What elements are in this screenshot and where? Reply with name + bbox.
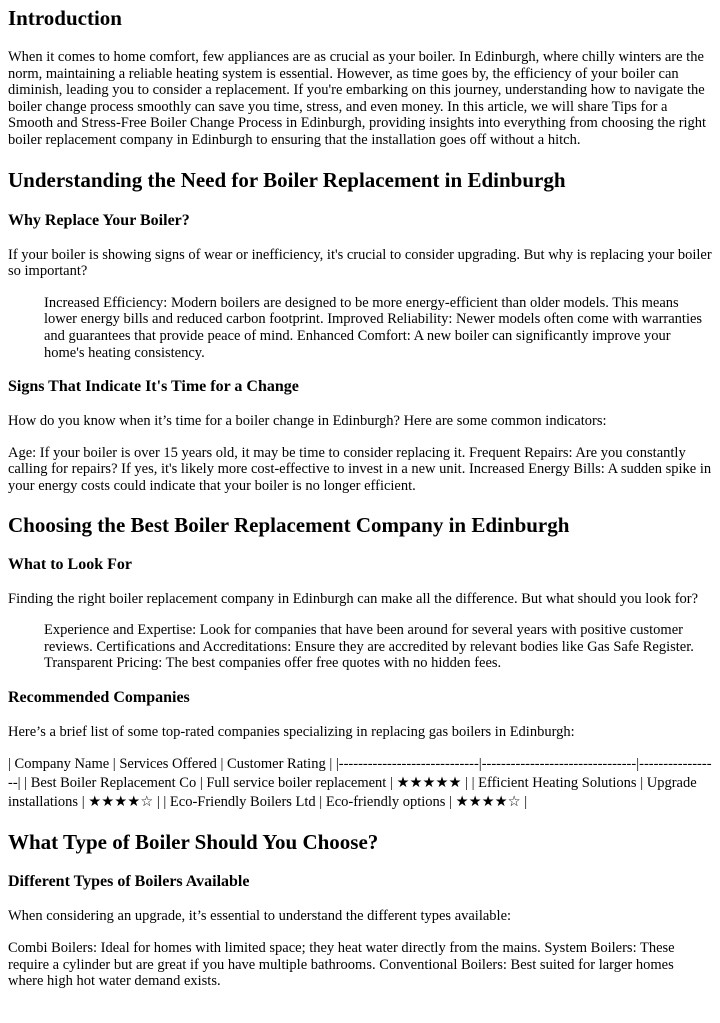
signs-paragraph: How do you know when it’s time for a boiler change in Edinburgh? Here are some common indicators: — [8, 413, 607, 430]
look-heading: What to Look For — [8, 555, 132, 573]
look-paragraph: Finding the right boiler replacement company in Edinburgh can make all the difference. But what should you look for? — [8, 590, 699, 607]
why-quote: Increased Efficiency: Modern boilers are designed to be more energy-efficient than older models. This means lower energy bills and reduced carbon footprint. Improved Reliability: Newer models often come with warranties and guarantees that provide peace of mind. Enhanced Comfort: A new boiler can significantly improve your home's heating consistency. — [44, 294, 703, 361]
article — [0, 6, 720, 990]
why-heading: Why Replace Your Boiler? — [8, 211, 190, 229]
companies-table-text: | Company Name | Services Offered | Customer Rating | |-----------------------------|--------------------------------|-----------------| | Best Boiler Replacement Co | Full service boiler replacement | ★★★★★ | | Efficient Heating Solutions | Upgrade installations | ★★★★☆ | | Eco-Friendly Boilers Ltd | Eco-friendly options | ★★★★☆ | — [8, 756, 712, 811]
different-list: Combi Boilers: Ideal for homes with limited space; they heat water directly from the mains. System Boilers: These require a cylinder but are great if you have multiple bathrooms. Conventional Boilers: Best suited for larger homes where high hot water demand exists. — [8, 940, 675, 990]
recommended-paragraph: Here’s a brief list of some top-rated companies specializing in replacing gas boilers in Edinburgh: — [8, 723, 575, 740]
why-paragraph: If your boiler is showing signs of wear or inefficiency, it's crucial to consider upgrading. But why is replacing your boiler so important? — [8, 246, 712, 280]
need-heading: Understanding the Need for Boiler Replacement in Edinburgh — [8, 167, 566, 192]
look-quote: Experience and Expertise: Look for companies that have been around for several years with positive customer reviews. Certifications and Accreditations: Ensure they are accredited by relevant bodies like Gas Safe Register. Transparent Pricing: The best companies offer free quotes with no hidden fees. — [44, 622, 694, 672]
signs-heading: Signs That Indicate It's Time for a Change — [8, 378, 299, 396]
different-heading: Different Types of Boilers Available — [8, 873, 250, 891]
type-heading: What Type of Boiler Should You Choose? — [8, 830, 379, 855]
recommended-heading: Recommended Companies — [8, 688, 190, 706]
different-paragraph: When considering an upgrade, it’s essential to understand the different types available: — [8, 908, 512, 925]
intro-paragraph: When it comes to home comfort, few appliances are as crucial as your boiler. In Edinburgh, where chilly winters are the norm, maintaining a reliable heating system is essential. However, as time goes by, the efficiency of your boiler can diminish, leading you to consider a replacement. If you're embarking on this journey, understanding how to navigate the boiler change process smoothly can save you time, stress, and even money. In this article, we will share Tips for a Smooth and Stress-Free Boiler Change Process in Edinburgh, providing insights into everything from choosing the right boiler replacement company in Edinburgh to ensuring that the installation goes off without a hitch. — [8, 49, 707, 148]
intro-heading: Introduction — [8, 6, 122, 30]
signs-list: Age: If your boiler is over 15 years old, it may be time to consider replacing it. Frequent Repairs: Are you constantly calling for repairs? If yes, it's likely more cost-effective to invest in a new unit. Increased Energy Bills: A sudden spike in your energy costs could indicate that your boiler is no longer efficient. — [8, 444, 712, 494]
choosing-heading: Choosing the Best Boiler Replacement Company in Edinburgh — [8, 512, 570, 537]
